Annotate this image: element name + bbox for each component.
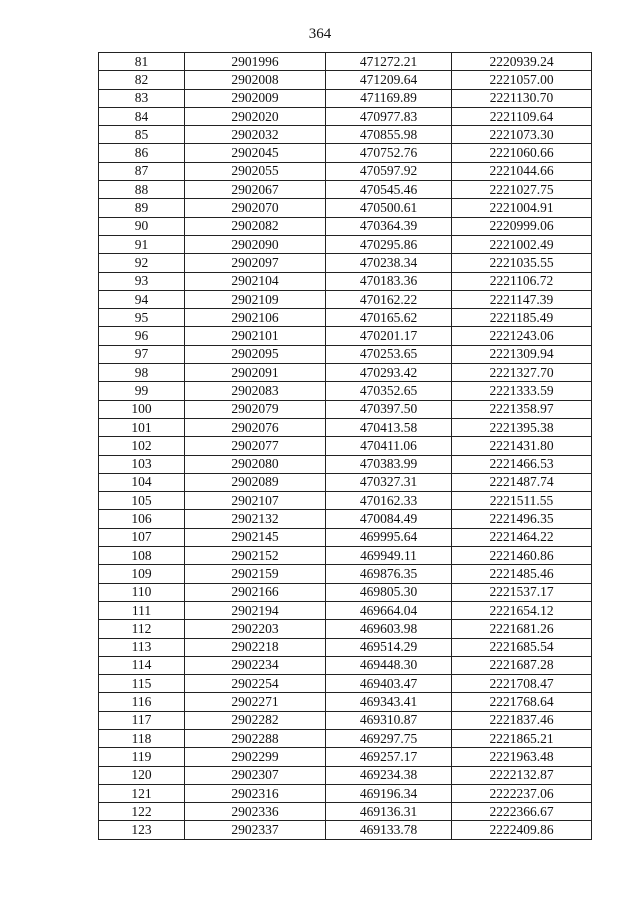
- y-coordinate-cell: 2221035.55: [452, 254, 592, 272]
- point-id-cell: 2902107: [185, 492, 326, 510]
- table-row: [99, 601, 592, 619]
- x-coordinate-cell: 471272.21: [326, 53, 452, 71]
- row-index-cell: 114: [99, 656, 185, 674]
- row-index-cell: 105: [99, 492, 185, 510]
- table-row: [99, 272, 592, 290]
- y-coordinate-cell: 2220939.24: [452, 53, 592, 71]
- y-coordinate-cell: 2221654.12: [452, 601, 592, 619]
- y-coordinate-cell: 2221537.17: [452, 583, 592, 601]
- point-id-cell: 2902045: [185, 144, 326, 162]
- x-coordinate-cell: 470977.83: [326, 107, 452, 125]
- y-coordinate-cell: 2221511.55: [452, 492, 592, 510]
- x-coordinate-cell: 469448.30: [326, 656, 452, 674]
- table-row: [99, 235, 592, 253]
- table-row: [99, 309, 592, 327]
- table-row: [99, 107, 592, 125]
- x-coordinate-cell: 470165.62: [326, 309, 452, 327]
- point-id-cell: 2902109: [185, 290, 326, 308]
- x-coordinate-cell: 469603.98: [326, 620, 452, 638]
- y-coordinate-cell: 2221333.59: [452, 382, 592, 400]
- row-index-cell: 94: [99, 290, 185, 308]
- x-coordinate-cell: 470352.65: [326, 382, 452, 400]
- page-number: 364: [308, 26, 332, 42]
- point-id-cell: 2902083: [185, 382, 326, 400]
- y-coordinate-cell: 2222237.06: [452, 784, 592, 802]
- x-coordinate-cell: 469310.87: [326, 711, 452, 729]
- point-id-cell: 2902091: [185, 364, 326, 382]
- point-id-cell: 2902132: [185, 510, 326, 528]
- point-id-cell: 2902067: [185, 181, 326, 199]
- row-index-cell: 119: [99, 748, 185, 766]
- row-index-cell: 115: [99, 675, 185, 693]
- table-row: [99, 345, 592, 363]
- y-coordinate-cell: 2221496.35: [452, 510, 592, 528]
- row-index-cell: 92: [99, 254, 185, 272]
- row-index-cell: 100: [99, 400, 185, 418]
- y-coordinate-cell: 2221708.47: [452, 675, 592, 693]
- x-coordinate-cell: 470413.58: [326, 418, 452, 436]
- table-row: [99, 528, 592, 546]
- table-row: [99, 510, 592, 528]
- row-index-cell: 123: [99, 821, 185, 839]
- row-index-cell: 85: [99, 126, 185, 144]
- point-id-cell: 2902008: [185, 71, 326, 89]
- row-index-cell: 84: [99, 107, 185, 125]
- row-index-cell: 110: [99, 583, 185, 601]
- row-index-cell: 118: [99, 729, 185, 747]
- x-coordinate-cell: 469664.04: [326, 601, 452, 619]
- table-row: [99, 784, 592, 802]
- x-coordinate-cell: 469257.17: [326, 748, 452, 766]
- table-row: [99, 729, 592, 747]
- point-id-cell: 2902254: [185, 675, 326, 693]
- row-index-cell: 108: [99, 547, 185, 565]
- x-coordinate-cell: 469133.78: [326, 821, 452, 839]
- y-coordinate-cell: 2221004.91: [452, 199, 592, 217]
- row-index-cell: 104: [99, 473, 185, 491]
- row-index-cell: 81: [99, 53, 185, 71]
- point-id-cell: 2902299: [185, 748, 326, 766]
- x-coordinate-cell: 470162.33: [326, 492, 452, 510]
- table-row: [99, 473, 592, 491]
- x-coordinate-cell: 469297.75: [326, 729, 452, 747]
- table-row: [99, 199, 592, 217]
- point-id-cell: 2902079: [185, 400, 326, 418]
- point-id-cell: 2902070: [185, 199, 326, 217]
- row-index-cell: 107: [99, 528, 185, 546]
- x-coordinate-cell: 469196.34: [326, 784, 452, 802]
- x-coordinate-cell: 469136.31: [326, 803, 452, 821]
- point-id-cell: 2902106: [185, 309, 326, 327]
- table-row: [99, 89, 592, 107]
- y-coordinate-cell: 2221687.28: [452, 656, 592, 674]
- row-index-cell: 112: [99, 620, 185, 638]
- row-index-cell: 109: [99, 565, 185, 583]
- table-row: [99, 638, 592, 656]
- table-row: [99, 217, 592, 235]
- x-coordinate-cell: 469949.11: [326, 547, 452, 565]
- row-index-cell: 99: [99, 382, 185, 400]
- table-row: [99, 327, 592, 345]
- table-row: [99, 711, 592, 729]
- point-id-cell: 2902194: [185, 601, 326, 619]
- y-coordinate-cell: 2221865.21: [452, 729, 592, 747]
- x-coordinate-cell: 470084.49: [326, 510, 452, 528]
- y-coordinate-cell: 2221431.80: [452, 437, 592, 455]
- y-coordinate-cell: 2221466.53: [452, 455, 592, 473]
- row-index-cell: 91: [99, 235, 185, 253]
- x-coordinate-cell: 470364.39: [326, 217, 452, 235]
- row-index-cell: 121: [99, 784, 185, 802]
- coordinates-table: [98, 52, 592, 840]
- x-coordinate-cell: 469995.64: [326, 528, 452, 546]
- row-index-cell: 106: [99, 510, 185, 528]
- point-id-cell: 2902218: [185, 638, 326, 656]
- table-row: [99, 364, 592, 382]
- point-id-cell: 2902288: [185, 729, 326, 747]
- y-coordinate-cell: 2221309.94: [452, 345, 592, 363]
- y-coordinate-cell: 2221464.22: [452, 528, 592, 546]
- x-coordinate-cell: 470597.92: [326, 162, 452, 180]
- x-coordinate-cell: 469805.30: [326, 583, 452, 601]
- x-coordinate-cell: 470752.76: [326, 144, 452, 162]
- row-index-cell: 88: [99, 181, 185, 199]
- x-coordinate-cell: 469234.38: [326, 766, 452, 784]
- table-row: [99, 821, 592, 839]
- row-index-cell: 102: [99, 437, 185, 455]
- y-coordinate-cell: 2221185.49: [452, 309, 592, 327]
- table-row: [99, 766, 592, 784]
- table-row: [99, 656, 592, 674]
- point-id-cell: 2902166: [185, 583, 326, 601]
- point-id-cell: 2902271: [185, 693, 326, 711]
- x-coordinate-cell: 470545.46: [326, 181, 452, 199]
- y-coordinate-cell: 2221002.49: [452, 235, 592, 253]
- y-coordinate-cell: 2222366.67: [452, 803, 592, 821]
- x-coordinate-cell: 469876.35: [326, 565, 452, 583]
- y-coordinate-cell: 2221681.26: [452, 620, 592, 638]
- x-coordinate-cell: 470500.61: [326, 199, 452, 217]
- y-coordinate-cell: 2221109.64: [452, 107, 592, 125]
- row-index-cell: 86: [99, 144, 185, 162]
- x-coordinate-cell: 470293.42: [326, 364, 452, 382]
- y-coordinate-cell: 2221395.38: [452, 418, 592, 436]
- table-row: [99, 71, 592, 89]
- x-coordinate-cell: 470411.06: [326, 437, 452, 455]
- x-coordinate-cell: 471209.64: [326, 71, 452, 89]
- table-row: [99, 181, 592, 199]
- table-row: [99, 162, 592, 180]
- y-coordinate-cell: 2221837.46: [452, 711, 592, 729]
- y-coordinate-cell: 2221027.75: [452, 181, 592, 199]
- row-index-cell: 103: [99, 455, 185, 473]
- row-index-cell: 82: [99, 71, 185, 89]
- table-row: [99, 53, 592, 71]
- table-row: [99, 455, 592, 473]
- y-coordinate-cell: 2221327.70: [452, 364, 592, 382]
- x-coordinate-cell: 470397.50: [326, 400, 452, 418]
- point-id-cell: 2902090: [185, 235, 326, 253]
- y-coordinate-cell: 2220999.06: [452, 217, 592, 235]
- x-coordinate-cell: 470253.65: [326, 345, 452, 363]
- row-index-cell: 117: [99, 711, 185, 729]
- x-coordinate-cell: 471169.89: [326, 89, 452, 107]
- x-coordinate-cell: 469403.47: [326, 675, 452, 693]
- x-coordinate-cell: 470327.31: [326, 473, 452, 491]
- y-coordinate-cell: 2221073.30: [452, 126, 592, 144]
- row-index-cell: 97: [99, 345, 185, 363]
- table-row: [99, 693, 592, 711]
- table-row: [99, 492, 592, 510]
- point-id-cell: 2902316: [185, 784, 326, 802]
- x-coordinate-cell: 470383.99: [326, 455, 452, 473]
- row-index-cell: 120: [99, 766, 185, 784]
- point-id-cell: 2902282: [185, 711, 326, 729]
- y-coordinate-cell: 2221485.46: [452, 565, 592, 583]
- x-coordinate-cell: 469343.41: [326, 693, 452, 711]
- table-row: [99, 675, 592, 693]
- point-id-cell: 2902159: [185, 565, 326, 583]
- y-coordinate-cell: 2221243.06: [452, 327, 592, 345]
- point-id-cell: 2902337: [185, 821, 326, 839]
- point-id-cell: 2902055: [185, 162, 326, 180]
- y-coordinate-cell: 2221106.72: [452, 272, 592, 290]
- point-id-cell: 2902020: [185, 107, 326, 125]
- row-index-cell: 101: [99, 418, 185, 436]
- row-index-cell: 83: [99, 89, 185, 107]
- x-coordinate-cell: 470201.17: [326, 327, 452, 345]
- table-row: [99, 748, 592, 766]
- point-id-cell: 2902152: [185, 547, 326, 565]
- y-coordinate-cell: 2221963.48: [452, 748, 592, 766]
- point-id-cell: 2902203: [185, 620, 326, 638]
- row-index-cell: 95: [99, 309, 185, 327]
- point-id-cell: 2902234: [185, 656, 326, 674]
- y-coordinate-cell: 2221060.66: [452, 144, 592, 162]
- point-id-cell: 2902104: [185, 272, 326, 290]
- row-index-cell: 122: [99, 803, 185, 821]
- point-id-cell: 2901996: [185, 53, 326, 71]
- row-index-cell: 89: [99, 199, 185, 217]
- table-row: [99, 254, 592, 272]
- point-id-cell: 2902009: [185, 89, 326, 107]
- point-id-cell: 2902089: [185, 473, 326, 491]
- x-coordinate-cell: 470295.86: [326, 235, 452, 253]
- point-id-cell: 2902077: [185, 437, 326, 455]
- row-index-cell: 87: [99, 162, 185, 180]
- x-coordinate-cell: 470855.98: [326, 126, 452, 144]
- y-coordinate-cell: 2221147.39: [452, 290, 592, 308]
- y-coordinate-cell: 2221460.86: [452, 547, 592, 565]
- x-coordinate-cell: 470162.22: [326, 290, 452, 308]
- row-index-cell: 111: [99, 601, 185, 619]
- row-index-cell: 113: [99, 638, 185, 656]
- point-id-cell: 2902082: [185, 217, 326, 235]
- y-coordinate-cell: 2221044.66: [452, 162, 592, 180]
- y-coordinate-cell: 2221768.64: [452, 693, 592, 711]
- y-coordinate-cell: 2221487.74: [452, 473, 592, 491]
- point-id-cell: 2902076: [185, 418, 326, 436]
- row-index-cell: 116: [99, 693, 185, 711]
- y-coordinate-cell: 2221358.97: [452, 400, 592, 418]
- y-coordinate-cell: 2221685.54: [452, 638, 592, 656]
- table-row: [99, 547, 592, 565]
- point-id-cell: 2902145: [185, 528, 326, 546]
- coordinates-table-body: [99, 53, 592, 840]
- table-row: [99, 382, 592, 400]
- table-row: [99, 803, 592, 821]
- table-row: [99, 437, 592, 455]
- row-index-cell: 90: [99, 217, 185, 235]
- point-id-cell: 2902032: [185, 126, 326, 144]
- table-row: [99, 144, 592, 162]
- x-coordinate-cell: 470183.36: [326, 272, 452, 290]
- table-row: [99, 126, 592, 144]
- x-coordinate-cell: 470238.34: [326, 254, 452, 272]
- row-index-cell: 96: [99, 327, 185, 345]
- row-index-cell: 98: [99, 364, 185, 382]
- point-id-cell: 2902097: [185, 254, 326, 272]
- y-coordinate-cell: 2222409.86: [452, 821, 592, 839]
- point-id-cell: 2902080: [185, 455, 326, 473]
- table-row: [99, 418, 592, 436]
- table-row: [99, 583, 592, 601]
- table-row: [99, 620, 592, 638]
- table-row: [99, 565, 592, 583]
- point-id-cell: 2902307: [185, 766, 326, 784]
- point-id-cell: 2902095: [185, 345, 326, 363]
- table-row: [99, 400, 592, 418]
- x-coordinate-cell: 469514.29: [326, 638, 452, 656]
- y-coordinate-cell: 2221130.70: [452, 89, 592, 107]
- point-id-cell: 2902101: [185, 327, 326, 345]
- row-index-cell: 93: [99, 272, 185, 290]
- table-row: [99, 290, 592, 308]
- point-id-cell: 2902336: [185, 803, 326, 821]
- y-coordinate-cell: 2221057.00: [452, 71, 592, 89]
- y-coordinate-cell: 2222132.87: [452, 766, 592, 784]
